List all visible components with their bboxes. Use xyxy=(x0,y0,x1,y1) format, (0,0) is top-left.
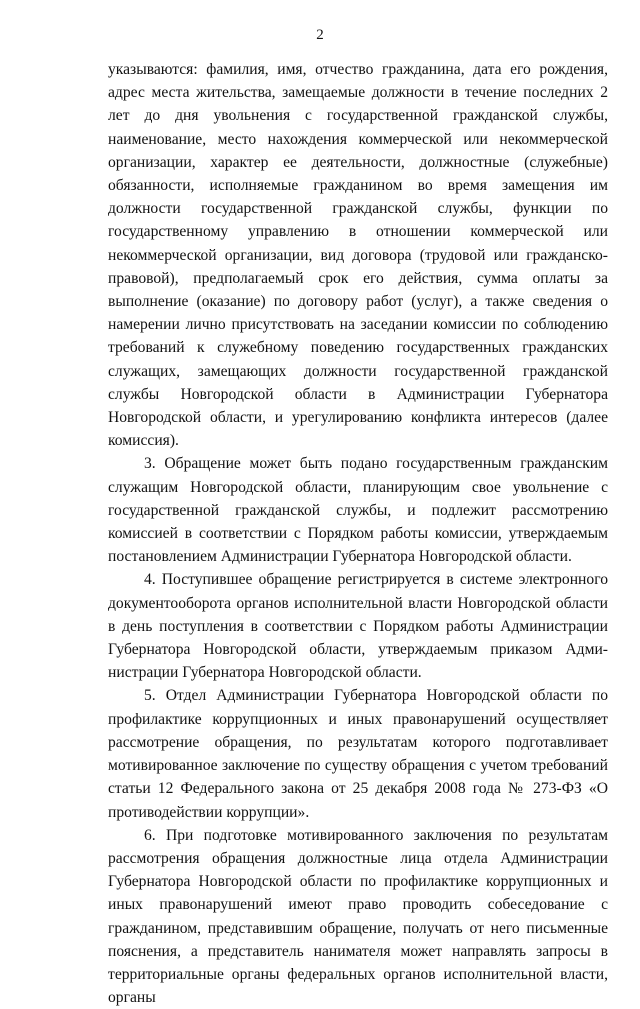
document-body xyxy=(108,58,608,1009)
page-number: 2 xyxy=(316,27,324,43)
paragraph-continuation: указываются: фамилия, имя, отчество гражданина, дата его рождения, адрес места жительства, замещаемые должности в течение последних 2 лет до дня увольнения с государственной гражданской службы, наименование, место нахождения коммерческой или некоммерческой организации, характер ее деятельности, должностные (служебные) обязанности, исполняемые гражданином во время замещения им должности государственной гражданской службы, функции по государственному управлению в отношении коммерческой или некоммерческой организации, вид договора (трудовой или гражданско-правовой), предполагаемый срок его действия, сумма оплаты за выполнение (оказание) по договору работ (услуг), а также сведения о намерении лично присутствовать на заседании комиссии по соблюдению требований к служебному поведению государственных гражданских служащих, замещающих должности государственной гражданской службы Новгородской области в Администрации Губернатора Новгородской области, и урегулированию конфликта интересов (далее комиссия). xyxy=(108,61,608,450)
paragraph-item-6: 6. При подготовке мотивированного заключения по результатам рассмотрения обращения должностные лица отдела Администрации Губернатора Новгородской области по профилактике коррупционных и иных правонарушений имеют право проводить собеседование с гражданином, представившим обращение, получать от него письменные пояснения, а представитель нанимателя может направлять запросы в территориальные органы федеральных органов исполнительной власти, органы xyxy=(108,826,608,1007)
paragraph-item-3: 3. Обращение может быть подано государственным гражданским служащим Новгородской области, планирующим свое увольнение с государственной гражданской службы, и подлежит рассмотрению комиссией в соответствии с Порядком работы комиссии, утверждаемым постановлением Администрации Губернатора Новгородской области. xyxy=(108,455,608,566)
paragraph-item-4: 4. Поступившее обращение регистрируется в системе электронного документооборота органов исполнительной власти Новгородской области в день поступления в соответствии с Порядком работы Администрации Губернатора Новгородской области, утверждаемым приказом Администрации Губернатора Новгородской области. xyxy=(108,571,608,682)
paragraph-item-5: 5. Отдел Администрации Губернатора Новгородской области по профилактике коррупционных и иных правонарушений осуществляет рассмотрение обращения, по результатам которого подготавливает мотивированное заключение по существу обращения с учетом требований статьи 12 Федерального закона от 25 декабря 2008 года № 273-ФЗ «О противодействии коррупции». xyxy=(108,687,608,821)
